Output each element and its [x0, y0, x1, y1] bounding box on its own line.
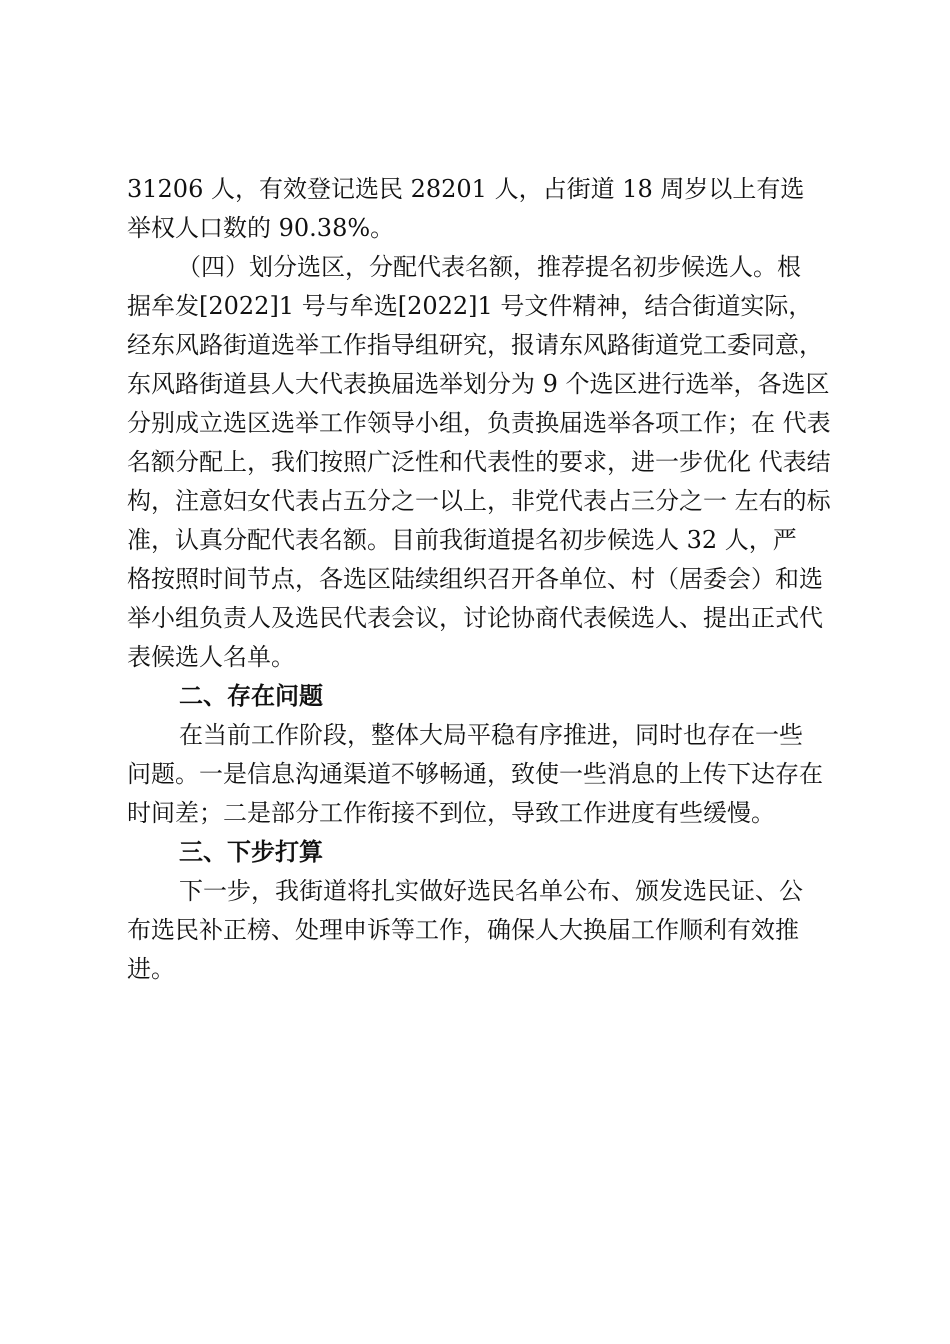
text-line: 在当前工作阶段，整体大局平稳有序推进，同时也存在一些 [179, 721, 803, 749]
section-heading-problems: 二、存在问题 [179, 682, 323, 710]
text-line: 表候选人名单。 [127, 643, 295, 671]
text-line: 布选民补正榜、处理申诉等工作，确保人大换届工作顺利有效推 [127, 916, 799, 944]
text-line: 东风路街道县人大代表换届选举划分为 9 个选区进行选举，各选区 [127, 370, 830, 398]
text-line: 据牟发[2022]1 号与牟选[2022]1 号文件精神，结合街道实际， [127, 292, 813, 320]
text-line: 进。 [127, 955, 175, 983]
text-line: 举权人口数的 90.38%。 [127, 214, 395, 242]
text-line: 下一步，我街道将扎实做好选民名单公布、颁发选民证、公 [179, 877, 803, 905]
text-line: 时间差；二是部分工作衔接不到位，导致工作进度有些缓慢。 [127, 799, 775, 827]
paragraph-electoral-districts [127, 248, 862, 677]
text-line: 名额分配上，我们按照广泛性和代表性的要求，进一步优化 代表结 [127, 448, 831, 476]
paragraph-problems [127, 716, 862, 833]
text-line: 格按照时间节点，各选区陆续组织召开各单位、村（居委会）和选 [127, 565, 823, 593]
section-heading-next-steps: 三、下步打算 [179, 838, 323, 866]
paragraph-next-steps [127, 872, 862, 989]
text-line: 分别成立选区选举工作领导小组，负责换届选举各项工作；在 代表 [127, 409, 831, 437]
text-line: 举小组负责人及选民代表会议，讨论协商代表候选人、提出正式代 [127, 604, 823, 632]
text-line: 经东风路街道选举工作指导组研究，报请东风路街道党工委同意， [127, 331, 823, 359]
text-line: （四）划分选区，分配代表名额，推荐提名初步候选人。根 [177, 253, 801, 281]
text-line: 问题。一是信息沟通渠道不够畅通，致使一些消息的上传下达存在 [127, 760, 823, 788]
text-line: 构，注意妇女代表占五分之一以上，非党代表占三分之一 左右的标 [127, 487, 831, 515]
text-line: 31206 人，有效登记选民 28201 人，占街道 18 周岁以上有选 [127, 175, 805, 203]
text-line: 准，认真分配代表名额。目前我街道提名初步候选人 32 人，严 [127, 526, 797, 554]
paragraph-voter-registration [127, 170, 862, 248]
document-body [127, 170, 862, 989]
